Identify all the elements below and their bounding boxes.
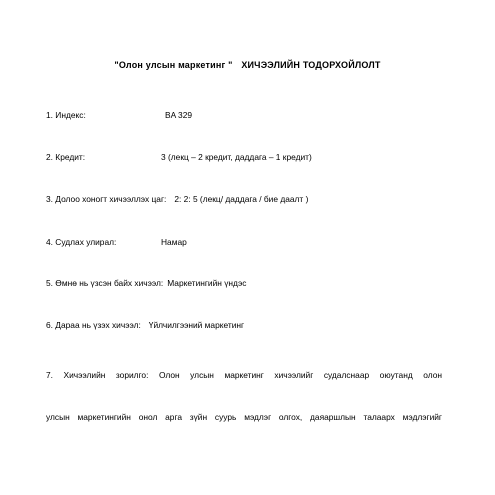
item-next-course — [46, 320, 244, 331]
item-value: Үйлчилгээний маркетинг — [148, 320, 245, 330]
item-value: 2: 2: 5 (лекц/ даддага / бие даалт ) — [174, 194, 309, 204]
item-prerequisite — [46, 278, 247, 289]
course-name: "Олон улсын маркетинг " — [114, 60, 233, 70]
item-credit — [46, 152, 312, 163]
document-title — [0, 60, 495, 70]
item-semester — [46, 237, 187, 248]
item-label: 5. Өмнө нь үзсэн байх хичээл: — [46, 278, 164, 288]
item-value: Намар — [161, 237, 187, 247]
item-value: BA 329 — [165, 110, 193, 120]
item-value: 3 (лекц – 2 кредит, даддага – 1 кредит) — [161, 152, 312, 162]
item-label: 3. Долоо хоногт хичээллэх цаг: — [46, 194, 167, 204]
item-label: 6. Дараа нь үзэх хичээл: — [46, 320, 141, 330]
item-label: 1. Индекс: — [46, 110, 86, 120]
objective-paragraph-line-1: 7. Хичээлийн зорилго: Олон улсын маркетинг хичээлийг судалснаар оюутанд олон — [46, 370, 442, 380]
item-index — [46, 110, 192, 121]
document-heading: ХИЧЭЭЛИЙН ТОДОРХОЙЛОЛТ — [241, 60, 381, 70]
item-label: 2. Кредит: — [46, 152, 86, 162]
item-weekly-hours — [46, 194, 308, 205]
item-label: 4. Судлах улирал: — [46, 237, 117, 247]
item-value: Маркетингийн үндэс — [167, 278, 247, 288]
objective-paragraph-line-2: улсын маркетингийн онол арга зүйн суурь мэдлэг олгох, даяаршлын талаарх мэдлэгийг — [46, 412, 442, 422]
